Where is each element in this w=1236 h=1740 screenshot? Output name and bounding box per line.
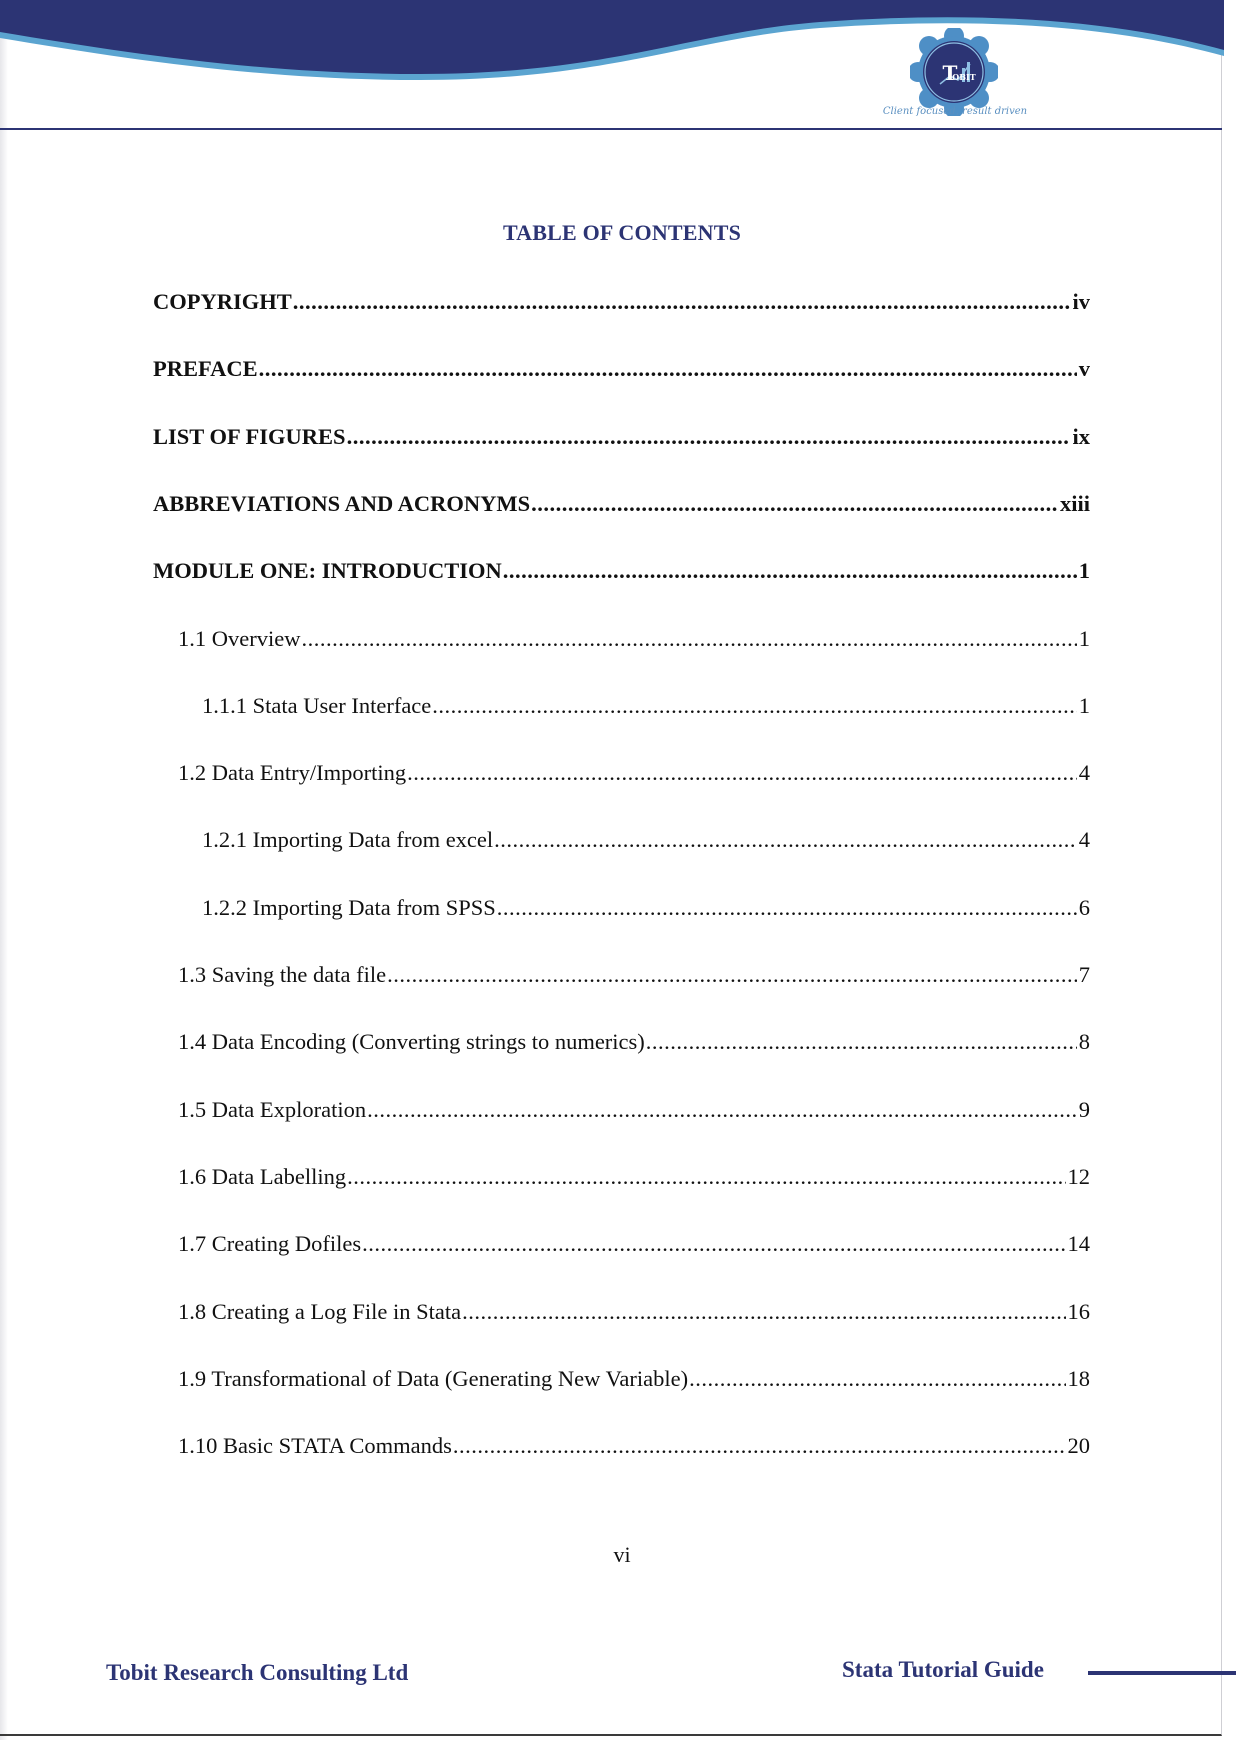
toc-entry-label: LIST OF FIGURES — [153, 424, 346, 449]
footer-company-name: Tobit Research Consulting Ltd — [106, 1660, 409, 1685]
toc-entry[interactable] — [153, 355, 1090, 383]
toc-entry[interactable] — [178, 1432, 1090, 1460]
toc-entry-page: 18 — [1067, 1366, 1090, 1391]
toc-entry-page: 1 — [1078, 626, 1090, 651]
toc-entry-page: 12 — [1067, 1164, 1090, 1189]
toc-dot-leader — [689, 1365, 1065, 1393]
toc-dot-leader — [646, 1028, 1077, 1056]
toc-entry-page: 7 — [1078, 962, 1090, 987]
toc-entry-label: 1.4 Data Encoding (Converting strings to numerics) — [178, 1029, 645, 1054]
toc-entry-page: v — [1078, 356, 1090, 381]
toc-entry[interactable] — [178, 1163, 1090, 1191]
svg-text:OBIT: OBIT — [952, 72, 976, 82]
toc-dot-leader — [462, 1298, 1065, 1326]
toc-entry-label: ABBREVIATIONS AND ACRONYMS — [153, 491, 531, 516]
toc-entry[interactable] — [178, 625, 1090, 653]
toc-entry[interactable] — [202, 826, 1090, 854]
toc-entry-label: 1.8 Creating a Log File in Stata — [178, 1299, 462, 1324]
toc-dot-leader — [387, 961, 1077, 989]
toc-dot-leader — [497, 894, 1077, 922]
toc-entry[interactable] — [178, 759, 1090, 787]
toc-dot-leader — [293, 288, 1071, 316]
toc-entry[interactable] — [178, 1230, 1090, 1258]
toc-entry[interactable] — [178, 1028, 1090, 1056]
toc-entry[interactable] — [178, 1365, 1090, 1393]
toc-entry-label: 1.7 Creating Dofiles — [178, 1231, 362, 1256]
toc-dot-leader — [347, 1163, 1065, 1191]
toc-entry[interactable] — [202, 692, 1090, 720]
toc-dot-leader — [494, 826, 1077, 854]
toc-title: TABLE OF CONTENTS — [502, 220, 742, 245]
toc-entry-page: 1 — [1078, 693, 1090, 718]
toc-entry-label: PREFACE — [153, 356, 258, 381]
toc-entry-label: 1.2.2 Importing Data from SPSS — [202, 895, 496, 920]
toc-entry[interactable] — [153, 423, 1090, 451]
toc-entry-label: 1.3 Saving the data file — [178, 962, 387, 987]
toc-entry[interactable] — [153, 288, 1090, 316]
toc-dot-leader — [453, 1432, 1066, 1460]
toc-dot-leader — [259, 355, 1077, 383]
toc-dot-leader — [301, 625, 1076, 653]
toc-entry[interactable] — [202, 894, 1090, 922]
toc-entry[interactable] — [178, 1298, 1090, 1326]
toc-dot-leader — [407, 759, 1077, 787]
toc-dot-leader — [503, 557, 1077, 585]
toc-entry[interactable] — [153, 490, 1090, 518]
toc-entry-label: COPYRIGHT — [153, 289, 292, 314]
toc-entry-label: 1.2 Data Entry/Importing — [178, 760, 407, 785]
page-number: vi — [613, 1542, 631, 1567]
toc-entry-page: 8 — [1078, 1029, 1090, 1054]
toc-dot-leader — [432, 692, 1076, 720]
toc-entry-page: 6 — [1078, 895, 1090, 920]
toc-entry-page: 9 — [1078, 1097, 1090, 1122]
tobit-logo-seal — [910, 28, 998, 116]
toc-entry-label: 1.10 Basic STATA Commands — [178, 1433, 452, 1458]
toc-entry-page: 1 — [1078, 558, 1090, 583]
logo-lettering: T — [942, 61, 958, 85]
toc-dot-leader — [347, 423, 1071, 451]
toc-entry-label: 1.6 Data Labelling — [178, 1164, 347, 1189]
toc-entry-label: 1.2.1 Importing Data from excel — [202, 827, 494, 852]
toc-entry-page: 4 — [1078, 760, 1090, 785]
toc-entry-page: 16 — [1067, 1299, 1090, 1324]
toc-entry-page: 14 — [1067, 1231, 1090, 1256]
toc-entry[interactable] — [178, 961, 1090, 989]
header-banner — [0, 0, 1236, 140]
toc-entry-label: MODULE ONE: INTRODUCTION — [153, 558, 502, 583]
toc-entry-page: xiii — [1059, 491, 1090, 516]
toc-entry-page: iv — [1072, 289, 1090, 314]
toc-entry-page: ix — [1072, 424, 1090, 449]
toc-entry-page: 4 — [1078, 827, 1090, 852]
toc-entry-label: 1.1 Overview — [178, 626, 301, 651]
toc-entry-label: 1.9 Transformational of Data (Generating New Variable) — [178, 1366, 689, 1391]
toc-entry[interactable] — [178, 1096, 1090, 1124]
footer-document-title: Stata Tutorial Guide — [842, 1657, 1044, 1682]
toc-dot-leader — [362, 1230, 1065, 1258]
toc-dot-leader — [367, 1096, 1077, 1124]
toc-entry-label: 1.1.1 Stata User Interface — [202, 693, 432, 718]
toc-entry-page: 20 — [1067, 1433, 1090, 1458]
toc-dot-leader — [531, 490, 1058, 518]
toc-entry[interactable] — [153, 557, 1090, 585]
footer-rule — [1088, 1671, 1236, 1675]
logo-tagline: Client focused, result driven — [882, 106, 1028, 117]
toc-entry-label: 1.5 Data Exploration — [178, 1097, 367, 1122]
